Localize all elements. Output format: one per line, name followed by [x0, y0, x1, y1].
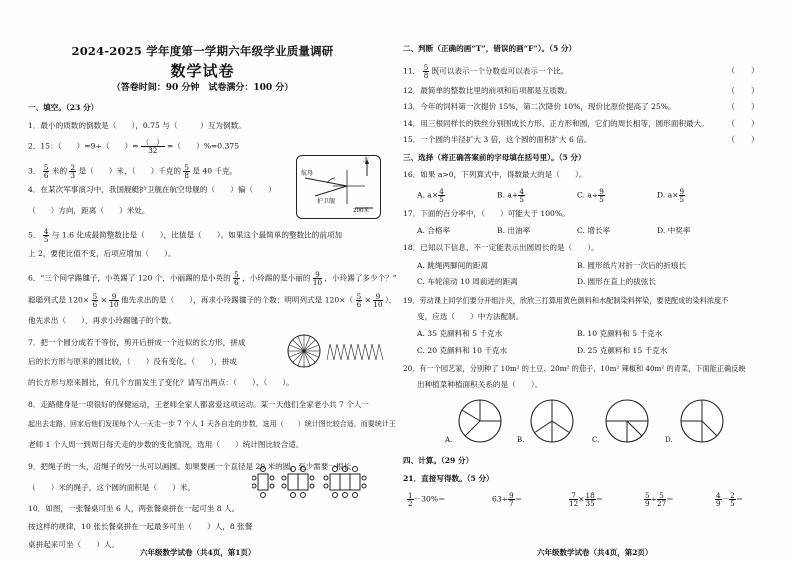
q6-part-e: × [100, 295, 108, 305]
q16-option-b-fraction: $\frac{4}{5}$ [519, 187, 524, 205]
calc-item-4 [644, 492, 674, 507]
calc4-eq: ＝ [666, 494, 674, 504]
pie-label-a: A. [445, 436, 453, 444]
exam-info: （答卷时间：90 分钟 试卷满分：100 分） [111, 83, 294, 93]
q5-number: 5． [28, 230, 41, 240]
q16-option-d [657, 188, 685, 203]
q11-text: 既可以表示一个分数也可以表示一个比。 [431, 66, 569, 76]
map-label-north: 北 [363, 157, 370, 164]
pie-label-c: C. [592, 436, 600, 444]
q6-frac-1: $\frac{5}{6}$ [234, 270, 239, 288]
q18-option-c: C. 车轮滚动 10 周前进的距离 [417, 277, 518, 286]
page-footer-1: 六年级数学试卷（共4页，第1页） [140, 548, 256, 557]
question-13: 13．今年的饲料第一次提价 15%，第二次降价 10%，现价比原价提高了 25%。 [403, 102, 676, 111]
map-label-carrier: 航母 [301, 170, 314, 177]
question-7-line-2: 后的长方形与原来的圆比较，（ ）没有变化。（ ），拼成 [28, 357, 237, 366]
calc5-eq: ＝ [735, 494, 744, 504]
question-5-line-2: 上 2，要使比值不变，后项应增加（ ）。 [28, 249, 176, 258]
section-true-false: 二、判断（正确的画“T”，错误的画“F”）。（5 分） [403, 44, 577, 53]
rearranged-sectors [327, 344, 383, 360]
q14-answer-blank[interactable]: （ ） [727, 119, 759, 128]
dining-tables-figure [252, 462, 387, 502]
doc-title: 数学试卷 [170, 62, 235, 80]
q2-part-b: =（ ）%=0.375 [166, 141, 240, 151]
map-label-escort: 护卫舰 [317, 198, 336, 205]
question-9-line-2: （ ）米的绳子，这个圆的面积是（ ）米。 [28, 483, 196, 492]
question-10-line-3: 桌拼起来可坐（ ）人。 [28, 540, 120, 549]
calc2-text: 63÷ [492, 494, 509, 504]
calc-item-3 [569, 492, 603, 507]
pie-label-d: D. [665, 436, 673, 444]
calc4-op: ÷ [650, 494, 657, 504]
pie-option-c [606, 400, 648, 442]
q18-option-d: D. 圆形在直上的拔弦长 [577, 277, 656, 286]
q18-option-b: B. 圆形纸片对折一次后的折痕长 [577, 261, 687, 270]
q16-option-a-text: A. a× [417, 190, 439, 200]
calc5-frac-1: $\frac{4}{9}$ [716, 491, 721, 509]
q6-part-g: × [364, 295, 371, 305]
q17-option-c: C. 增长率 [577, 226, 611, 235]
question-14: 14．用三根同样长的铁丝分别围成长方形、正方形和圆，它们的周长相等，圆形面积最大。 [403, 119, 709, 128]
q16-option-c-fraction: $\frac{9}{5}$ [599, 187, 604, 205]
question-8-line-1: 8．走路健身是一项很好的保健运动，王老师全家人都喜爱这项运动。某一天他们全家老小共 7 个人一 [28, 400, 370, 409]
q6-part-d: 聪聪列式是 120× [28, 295, 90, 305]
q6-frac-3: $\frac{5}{6}$ [92, 292, 98, 310]
question-18: 18．已知以下信息，不一定能表示出圆周长的是（ ）。 [403, 243, 599, 252]
q3-frac-1: $\frac{5}{6}$ [43, 163, 49, 181]
question-11 [403, 64, 568, 79]
calc3-frac-2: $\frac{18}{35}$ [585, 491, 595, 509]
calc1-fraction: $\frac{1}{2}$ [408, 491, 413, 509]
question-17: 17．下面的百分率中，（ ）可能大于 100%。 [403, 209, 570, 218]
question-6-line-2 [28, 293, 396, 308]
q6-frac-2: $\frac{9}{10}$ [312, 270, 323, 288]
section-calculation: 四、计算。（29 分） [403, 456, 474, 465]
question-5-line-1 [28, 228, 342, 243]
q11-number: 11． [403, 66, 421, 76]
page-two [397, 0, 794, 561]
q16-option-b [497, 188, 525, 203]
q16-option-a-fraction: $\frac{4}{5}$ [439, 187, 444, 205]
q6-frac-5: $\frac{5}{6}$ [356, 292, 362, 310]
question-8-line-2: 起出去走路，回家后他们发现每个人一天走一步 7 个人 1 天各自走的步数，选用（ ）统计图比较合适，而要统计王 [28, 420, 396, 428]
q19-option-b: B. 10 克颜料和 5 千克水 [577, 329, 663, 338]
pie-label-b: B. [517, 436, 525, 444]
question-10-line-2: 按这样的规律，10 张长餐桌拼在一起最多可坐（ ）人，8 张餐 [28, 522, 253, 531]
q16-option-b-text: B. a+ [497, 190, 519, 200]
q6-frac-6: $\frac{9}{10}$ [373, 292, 383, 310]
section-multiple-choice: 三、选择（将正确答案前的字母填在括号里）。（5 分） [403, 153, 586, 162]
calc-item-5 [715, 492, 743, 507]
calc2-fraction: $\frac{9}{7}$ [509, 491, 514, 509]
q6-part-h: ）， [384, 295, 397, 305]
question-10-line-1: 10．如图，一张餐桌可坐 6 人，两张餐桌拼在一起可坐 8 人。 [28, 504, 240, 513]
q17-option-a: A. 合格率 [417, 226, 451, 235]
question-4-line-2: （ ）方向，距离（ ）米处。 [28, 206, 150, 215]
q19-option-d: D. 25 克颜料和 15 千克水 [577, 346, 668, 355]
q3-part-a: 米的 [51, 166, 68, 176]
q3-frac-2: $\frac{2}{3}$ [70, 163, 76, 181]
question-19-line-2: 变，应选（ ）中方法配制。 [417, 312, 524, 321]
question-21: 21．直接写得数。（5 分） [403, 474, 494, 483]
q12-answer-blank[interactable]: （ ） [727, 86, 759, 95]
question-19-line-1: 19．劳动课上同学们要分开组汁夹，欣欣三打算用黄色颜料和水配制染料挥染，要使配成的染料浓度不 [403, 296, 729, 305]
q11-fraction: $\frac{5}{8}$ [423, 63, 429, 81]
page-footer-2: 六年级数学试卷（共4页，第2页） [537, 548, 653, 557]
q16-option-d-text: D. a× [657, 190, 679, 200]
q17-option-d: D. 中奖率 [657, 226, 691, 235]
q2-fraction: $\frac{( )}{32}$ [141, 138, 164, 156]
question-6-line-3: 他先求出（ ），再求小玲踢毽子的个数。 [28, 316, 177, 325]
q2-part-a: 2．15：（ ）=9÷（ ）= [28, 141, 139, 151]
circle-sectors-figure [286, 333, 322, 369]
pie-option-d [681, 400, 723, 442]
calc1-text: －30%＝ [413, 494, 446, 504]
section-fill-in: 一、填空。（23 分） [28, 103, 99, 112]
q5-fraction: $\frac{4}{5}$ [43, 227, 49, 245]
question-20-line-1: 20．有一个园艺家，分别种了 10m² 的土豆、20m² 的茄子，10m² 辣椒和 40m² 的青菜，下面能正确反映 [403, 364, 746, 373]
q2-fraction-den: 32 [148, 146, 158, 156]
q6-part-a: 6．“三个同学踢毽子，小英踢了 120 个，小丽踢的是小英的 [28, 273, 231, 283]
map-scale: 200米 [353, 208, 369, 214]
question-6-line-1 [28, 271, 397, 286]
pie-option-a [459, 400, 501, 442]
question-12: 12．最简单的整数比里的前项和后项都是互质数。 [403, 86, 573, 95]
q13-answer-blank[interactable]: （ ） [727, 102, 759, 111]
question-16: 16．如果 a>0，下列算式中，得数最大的是（ ）。 [403, 170, 587, 179]
question-3 [28, 164, 237, 179]
q3-part-c: 是 40 千克。 [192, 166, 238, 176]
q18-option-a: A. 跳绳两脚间的距离 [417, 261, 489, 270]
q16-option-c [577, 188, 605, 203]
q3-frac-3: $\frac{5}{8}$ [184, 163, 189, 181]
q16-option-a [417, 188, 445, 203]
q3-part-b: 是（ ）米，（ ）千克的 [78, 166, 181, 176]
calc-item-1 [407, 492, 446, 507]
q6-part-f: 他先求出的是（ ），再求小玲踢毽子的个数；明明列式是 120×（ [121, 295, 354, 305]
pie-option-b [531, 400, 573, 442]
navigation-map-figure [296, 155, 381, 219]
calc-item-2 [492, 492, 522, 507]
question-7-line-1: 7．把一个圆分成若干等份，剪开后拼成一个近似的长方形，拼成 [28, 338, 246, 347]
question-15: 15．一个圆的半径扩大 3 倍，这个圆的面积扩大 6 倍。 [403, 135, 592, 144]
q19-option-a: A. 35 克颜料和 5 千克水 [417, 329, 503, 338]
q6-part-c: ，小玲踢了多少个？” [324, 273, 397, 283]
question-20-line-2: 出种植菜种植面积关系的是（ ）。 [417, 380, 543, 389]
calc5-frac-2: $\frac{2}{5}$ [730, 491, 735, 509]
q11-answer-blank[interactable]: （ ） [727, 66, 759, 75]
q5-part-b: 与 1.6 化成最简整数比是（ ），比值是（ ）。如果这个最简单的整数比的前项加 [51, 230, 343, 240]
calc5-op: － [721, 494, 730, 504]
q6-part-b: ，小玲踢的是小丽的 [242, 273, 311, 283]
question-2 [28, 139, 239, 154]
q17-option-b: B. 出油率 [497, 226, 531, 235]
calc4-frac-2: $\frac{5}{27}$ [656, 491, 667, 509]
q16-option-d-fraction: $\frac{9}{5}$ [679, 187, 685, 205]
calc2-eq: ＝ [514, 494, 523, 504]
question-8-line-3: 老师 1 个人周一到周日每天走的步数的变化情况，选用（ ）统计图比较合适。 [28, 440, 304, 449]
q3-number: 3． [28, 166, 41, 176]
calc4-frac-1: $\frac{5}{9}$ [645, 491, 650, 509]
exam-title: 2024-2025 学年度第一学期六年级学业质量调研 [71, 44, 334, 58]
question-4-line-1: 4．在某次军事演习中，我国舰艇护卫舰在航空母舰的（ ）偏（ ） [28, 185, 276, 194]
calc3-eq: ＝ [595, 494, 604, 504]
calc3-op: × [578, 494, 585, 504]
question-1: 1．最小的质数的倒数是（ ），0.75 与（ ）互为倒数。 [28, 121, 246, 130]
q15-answer-blank[interactable]: （ ） [727, 135, 759, 144]
question-7-line-3: 的长方形与原来圆比，有几个方面发生了变化？请写出两点：（ ）、（ ）。 [28, 378, 294, 387]
calc3-frac-1: $\frac{7}{12}$ [569, 491, 579, 509]
rectangle-approximation-figure [326, 343, 384, 361]
q6-frac-4: $\frac{9}{10}$ [109, 292, 119, 310]
q19-option-c: C. 20 克颜料和 10 千克水 [417, 346, 508, 355]
q16-option-c-text: C. a÷ [577, 190, 599, 200]
question-9-line-1: 9．把绳子的一头，沿绳子的另一头可以画圆。如果要画一个直径是 20 米的圆，至少需要一根长 [28, 462, 352, 471]
